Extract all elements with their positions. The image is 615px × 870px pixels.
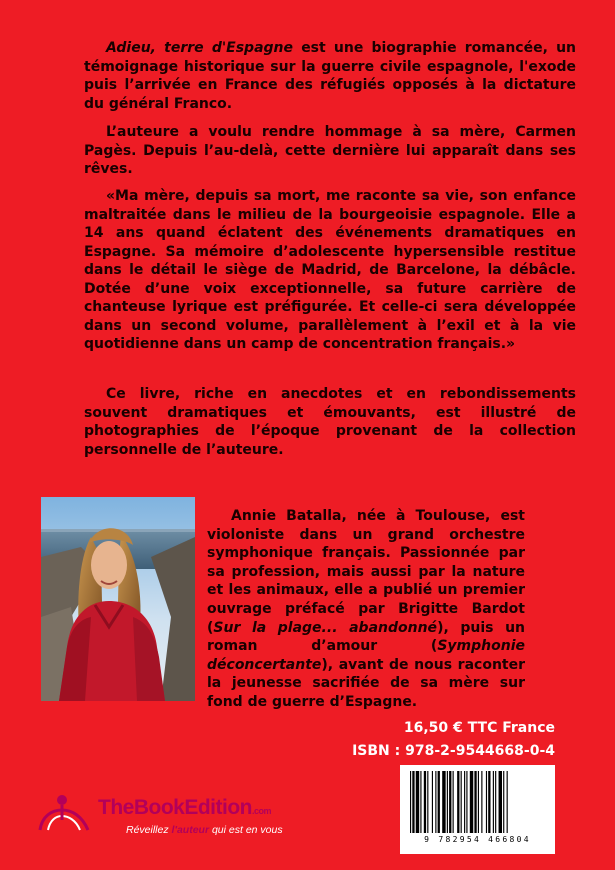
author-bio-text-2: ), puis un roman d’amour ( xyxy=(207,619,525,655)
barcode-bar xyxy=(442,771,445,833)
book-title: Adieu, terre d'Espagne xyxy=(106,40,294,56)
slogan-text-2: qui est en vous xyxy=(209,824,283,836)
barcode xyxy=(400,765,555,854)
synopsis-paragraph-2-text: L’auteure a voulu rendre hommage à sa mère, Carmen Pagès. Depuis l’au-delà, cette dernière lui apparaît dans ses rêves. xyxy=(84,124,576,177)
publisher-slogan xyxy=(126,824,283,836)
publisher-name xyxy=(98,796,271,820)
barcode-bar xyxy=(432,771,433,833)
barcode-bar xyxy=(466,771,467,833)
barcode-bar xyxy=(457,771,459,833)
synopsis-paragraph-3 xyxy=(84,187,576,354)
barcode-bar xyxy=(420,771,421,833)
publisher-logo-icon xyxy=(34,790,94,840)
barcode-bars xyxy=(400,765,555,837)
synopsis-paragraph-3-text: «Ma mère, depuis sa mort, me raconte sa vie, son enfance maltraitée dans le milieu de la bourgeoisie espagnole. Elle a 14 ans quand éclatent des événements dramatiques en Espagne. Sa mémoire d’adolescente hypersensible restitue dans le détail le siège de Madrid, de Barcelone, la débâcle. Dotée d’une voix exceptionnelle, sa future carrière de chanteuse lyrique est préfigurée. Et celle-ci sera développée dans un second volume, parallèlement à l’exil et à la vie quotidienne dans un camp de concentration français.» xyxy=(84,188,576,352)
barcode-bar xyxy=(438,771,440,833)
publisher-logo[interactable] xyxy=(34,790,324,850)
barcode-bar xyxy=(416,771,419,833)
publisher-suffix: .com xyxy=(252,806,272,816)
barcode-bar xyxy=(410,771,411,833)
barcode-bar xyxy=(453,771,454,833)
barcode-bar xyxy=(461,771,462,833)
author-bio-text-1: Annie Batalla, née à Toulouse, est violoniste dans un grand orchestre symphonique français. Passionnée par sa profession, mais aussi par la nature et les animaux, elle a publié un premier ouvrage préfacé par Brigitte Bardot ( xyxy=(207,508,525,636)
barcode-bar xyxy=(464,771,465,833)
barcode-bar xyxy=(507,771,508,833)
barcode-bar xyxy=(486,771,487,833)
publisher-name-text: TheBookEdition xyxy=(98,796,252,819)
barcode-digits: 9 782954 466804 xyxy=(424,835,531,844)
first-book-title: Sur la plage... abandonné xyxy=(213,619,438,636)
barcode-bar xyxy=(470,771,473,833)
second-book-title: Symphonie déconcertante xyxy=(207,638,525,673)
barcode-bar xyxy=(481,771,482,833)
barcode-bar xyxy=(474,771,476,833)
barcode-bar xyxy=(478,771,479,833)
barcode-bar xyxy=(435,771,436,833)
synopsis-paragraph-2 xyxy=(84,123,576,179)
synopsis-paragraph-1-text: est une biographie romancée, un témoignage historique sur la guerre civile espagnole, l'exode puis l’arrivée en France des réfugiés opposés à la dictature du général Franco. xyxy=(84,40,577,112)
barcode-bar xyxy=(499,771,502,833)
synopsis-paragraph-1 xyxy=(84,39,576,113)
author-photo xyxy=(41,497,195,701)
barcode-bar xyxy=(449,771,451,833)
barcode-bar xyxy=(427,771,428,833)
slogan-highlight: l'auteur xyxy=(171,824,210,836)
barcode-bar xyxy=(495,771,496,833)
barcode-bar xyxy=(503,771,504,833)
barcode-bar xyxy=(424,771,426,833)
author-bio-text-3: ), avant de nous raconter la jeunesse sacrifiée de sa mère sur fond de guerre d’Espagne. xyxy=(207,656,525,710)
barcode-bar xyxy=(488,771,490,833)
synopsis-paragraph-4 xyxy=(84,385,576,459)
barcode-bar xyxy=(412,771,414,833)
barcode-bar xyxy=(447,771,448,833)
price-label: 16,50 € TTC France xyxy=(403,720,555,736)
barcode-bar xyxy=(493,771,494,833)
isbn-label: ISBN : 978-2-9544668-0-4 xyxy=(352,743,555,759)
author-bio xyxy=(207,507,525,712)
slogan-text-1: Réveillez xyxy=(126,824,172,836)
synopsis-paragraph-4-text: Ce livre, riche en anecdotes et en rebondissements souvent dramatiques et émouvants, est illustré de photographies de l’époque provenant de la collection personnelle de l’auteure. xyxy=(84,386,576,458)
